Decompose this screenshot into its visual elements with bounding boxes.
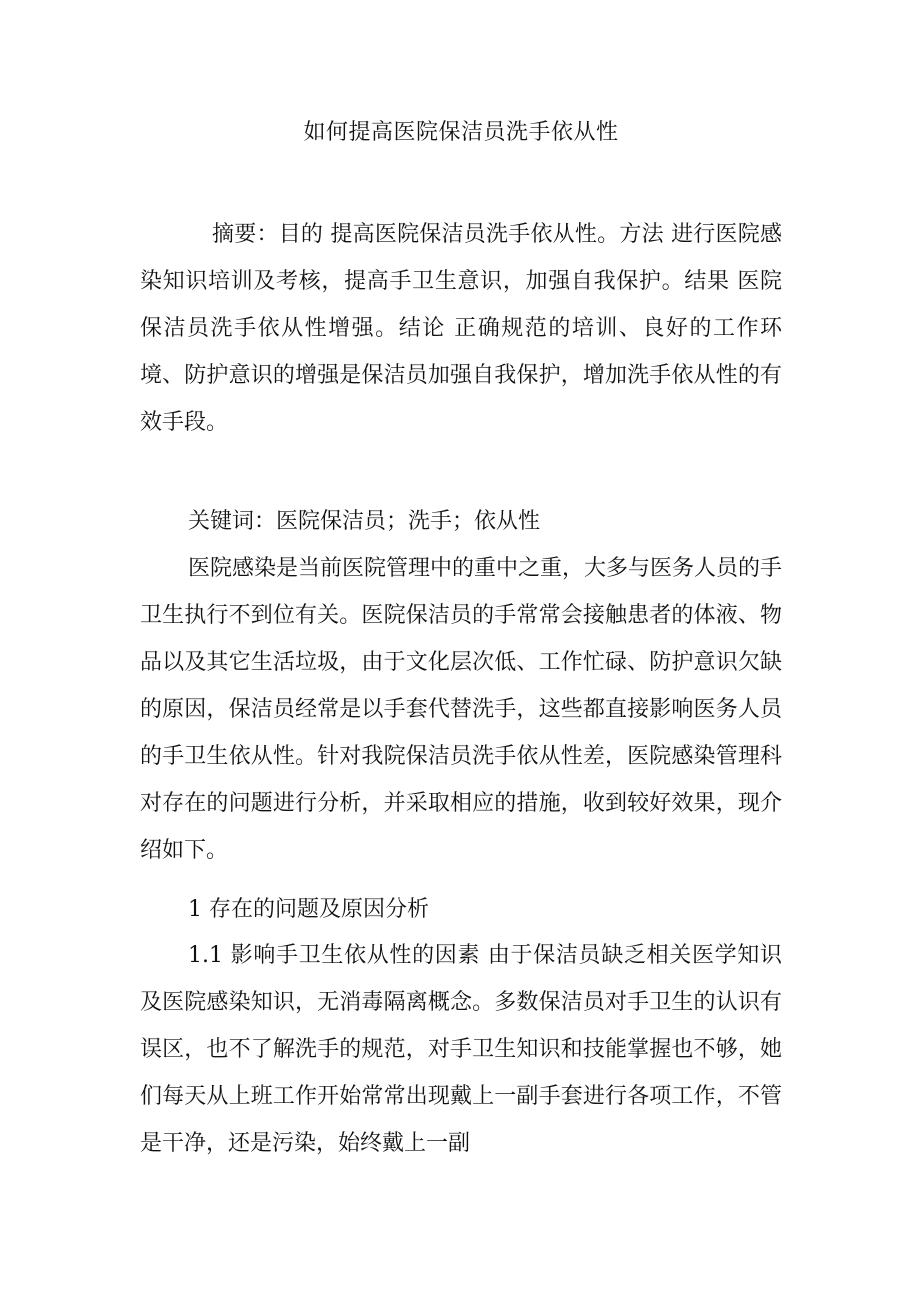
intro-paragraph: 医院感染是当前医院管理中的重中之重，大多与医务人员的手卫生执行不到位有关。医院保洁员的手常常会接触患者的体液、物品以及其它生活垃圾，由于文化层次低、工作忙碌、防护意识欠缺的原因，保洁员经常是以手套代替洗手，这些都直接影响医务人员的手卫生依从性。针对我院保洁员洗手依从性差，医院感染管理科对存在的问题进行分析，并采取相应的措施，收到较好效果，现介绍如下。 — [140, 556, 783, 863]
subsection-paragraph: 1.1 影响手卫生依从性的因素 由于保洁员缺乏相关医学知识及医院感染知识，无消毒隔离概念。多数保洁员对手卫生的认识有误区，也不了解洗手的规范，对手卫生知识和技能掌握也不够，她们每天从上班工作开始常常出现戴上一副手套进行各项工作，不管是干净，还是污染，始终戴上一副 — [140, 943, 782, 1156]
keywords-line: 关键词：医院保洁员；洗手；依从性 — [188, 509, 541, 534]
section-heading: 1 存在的问题及原因分析 — [188, 897, 429, 922]
abstract-paragraph: 摘要：目的 提高医院保洁员洗手依从性。方法 进行医院感染知识培训及考核，提高手卫生意识，加强自我保护。结果 医院保洁员洗手依从性增强。结论 正确规范的培训、良好的工作环境、防护意识的增强是保洁员加强自我保护，增加洗手依从性的有效手段。 — [140, 222, 782, 435]
document-title: 如何提高医院保洁员洗手依从性 — [303, 120, 619, 145]
